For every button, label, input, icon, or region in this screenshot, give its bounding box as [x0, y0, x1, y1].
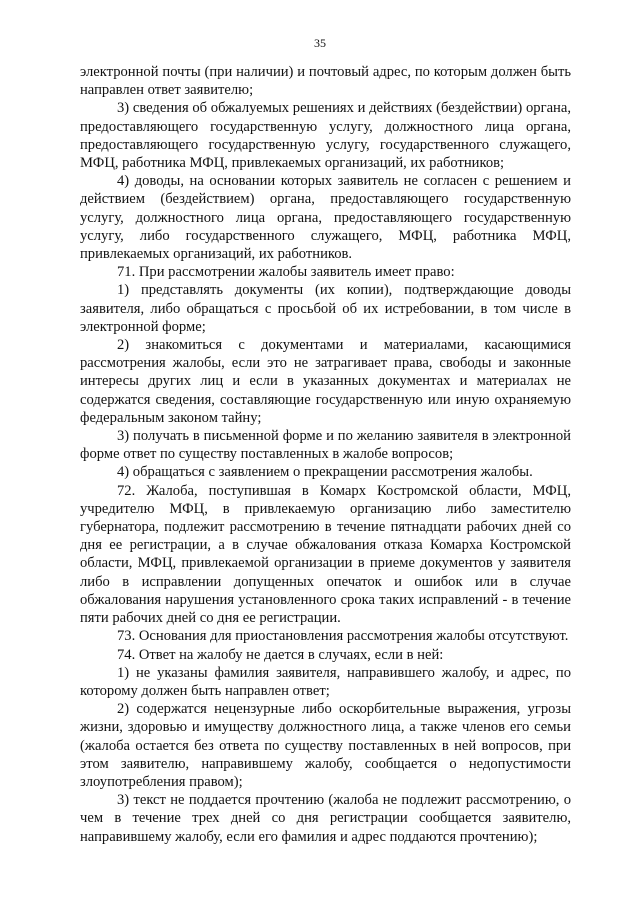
paragraph-73-no-suspension: 73. Основания для приостановления рассмотрения жалобы отсутствуют.: [117, 628, 569, 645]
paragraph-item-4-arguments: 4) доводы, на основании которых заявитель не согласен с решением и действием (бездействием) органа, предоставляющего государственную услугу, должностного лица органа, предоставляющего государственную услугу, либо государственного служащего, МФЦ, работника МФЦ, привлекаемых организаций, их работников.: [80, 173, 571, 263]
paragraph-item-3-complaint-details: 3) сведения об обжалуемых решениях и действиях (бездействии) органа, предоставляющего государственную услугу, должностного лица органа, предоставляющего государственную услугу, государственного служащего, МФЦ, работника МФЦ, привлекаемых организаций, их работников;: [80, 100, 571, 172]
paragraph-71-rights: 71. При рассмотрении жалобы заявитель имеет право:: [117, 264, 455, 281]
paragraph-71-item-2: 2) знакомиться с документами и материалами, касающимися рассмотрения жалобы, если это не затрагивает права, свободы и законные интересы других лиц и если в указанных документах и материалах не содержатся сведения, составляющие государственную или иную охраняемую федеральным законом тайну;: [80, 337, 571, 426]
paragraph-74-item-2: 2) содержатся нецензурные либо оскорбительные выражения, угрозы жизни, здоровью и имуществу должностного лица, а также членов его семьи (жалоба остается без ответа по существу поставленных в ней вопросов, при этом заявителю, направившему жалобу, сообщается о недопустимости злоупотребления правом);: [80, 701, 571, 790]
paragraph-71-item-1: 1) представлять документы (их копии), подтверждающие доводы заявителя, либо обращаться с просьбой об их истребовании, в том числе в электронной форме;: [80, 282, 571, 335]
paragraph-continuation: электронной почты (при наличии) и почтовый адрес, по которым должен быть направлен ответ заявителю;: [80, 64, 571, 99]
paragraph-71-item-4: 4) обращаться с заявлением о прекращении рассмотрения жалобы.: [117, 464, 533, 481]
paragraph-72-review-terms: 72. Жалоба, поступившая в Комарх Костромской области, МФЦ, учредителю МФЦ, в привлекаемую организацию либо заместителю губернатора, подлежит рассмотрению в течение пятнадцати рабочих дней со дня ее регистрации, а в случае обжалования отказа Комарха Костромской области, МФЦ, привлекаемой организации в приеме документов у заявителя либо в исправлении допущенных опечаток и ошибок или в случае обжалования нарушения установленного срока таких исправлений - в течение пяти рабочих дней со дня ее регистрации.: [80, 482, 571, 627]
paragraph-74-item-1: 1) не указаны фамилия заявителя, направившего жалобу, и адрес, по которому должен быть направлен ответ;: [80, 664, 571, 699]
document-body: [80, 63, 571, 846]
paragraph-74-no-answer-cases: 74. Ответ на жалобу не дается в случаях, если в ней:: [117, 646, 444, 663]
paragraph-74-item-3: 3) текст не поддается прочтению (жалоба не подлежит рассмотрению, о чем в течение трех дней со дня регистрации сообщается заявителю, направившему жалобу, если его фамилия и адрес поддаются прочтению);: [80, 792, 571, 845]
paragraph-71-item-3: 3) получать в письменной форме и по желанию заявителя в электронной форме ответ по существу поставленных в жалобе вопросов;: [80, 428, 571, 463]
page-number: 35: [314, 36, 326, 50]
